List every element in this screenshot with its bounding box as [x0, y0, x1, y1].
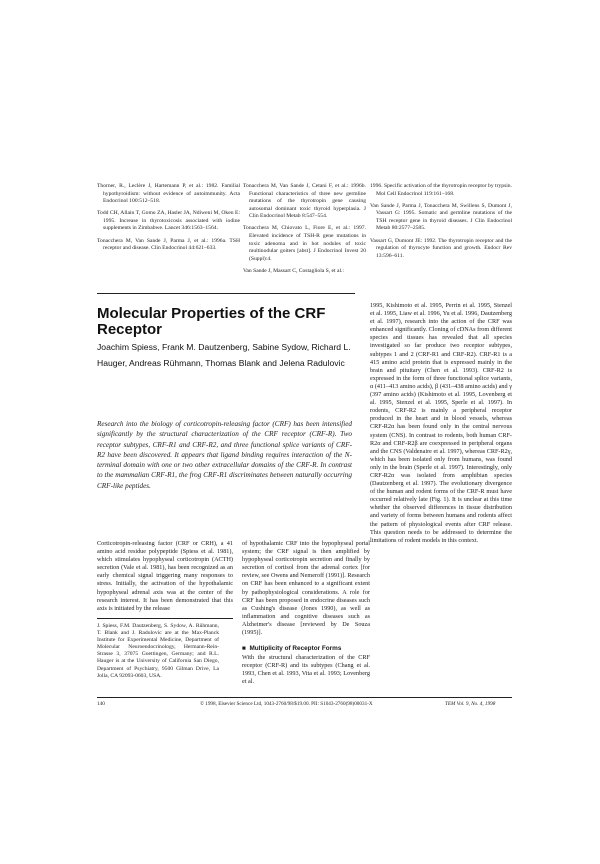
- references-column-3: [370, 183, 512, 265]
- references-column-1: [97, 183, 240, 257]
- reference-entry: Tonacchera M, Chiovato L, Fiore E, et al.: 1997. Elevated incidence of TSH-R gene mutations in toxic adenoma and in hot nodules of toxic multinodular goiters [abst]. J Endocrinol Invest 20 (Suppl):4.: [243, 225, 366, 262]
- reference-entry: 1996. Specific activation of the thyrotropin receptor by trypsin. Mol Cell Endocrinol 119:161–168.: [370, 183, 512, 197]
- section-heading: [242, 645, 341, 652]
- reference-entry: Todd CH, Allain T, Gomo ZA, Hasler JA, Ndiweni M, Oken E: 1995. Increase in thyrotoxicosis associated with iodine supplements in Zimbabwe. Lancet 346:1563–1564.: [97, 210, 240, 232]
- journal-citation: TEM Vol. 9, No. 4, 1998: [445, 701, 496, 707]
- article-title: Molecular Properties of the CRF Receptor: [97, 305, 326, 338]
- author-affiliations-footnote: J. Spiess, F.M. Dautzenberg, S. Sydow, A. Rühmann, T. Blank and J. Radulovic are at the Max-Planck Institute for Experimental Medicine, Department of Molecular Neuroendocrinology, Hermann-Rein-Strasse 3, 37075 Goettingen, Germany; and R.L. Hauger is at the University of California San Diego, Department of Psychiatry, 9500 Gilman Drive, La Jolla, CA 92093-0603, USA.: [97, 623, 219, 679]
- body-text-column-2: of hypothalamic CRF into the hypophyseal portal system; the CRF signal is then amplified by hypophyseal corticotropin secretion and finally by secretion of cortisol from the adrenal cortex [for review, see Owens and Nemeroff (1991)]. Research on CRF has been enhanced to a significant extent by pathophysiological considerations. A role for CRF has been proposed in endocrine diseases such as Cushing's disease (Jones 1990), as well as inflammation and cognitive diseases such as Alzheimer's disease [reviewed by De Souza (1995)].: [242, 540, 370, 637]
- bullet-icon: ■: [242, 645, 246, 652]
- section-heading-text: Multiplicity of Receptor Forms: [249, 645, 342, 652]
- reference-entry: Van Sande J, Massart C, Costagliola S, et al.:: [243, 267, 344, 274]
- reference-entry: Vassart G, Dumont JE: 1992. The thyrotropin receptor and the regulation of thyrocyte function and growth. Endocr Rev 13:596–611.: [370, 237, 512, 259]
- article-authors: Joachim Spiess, Frank M. Dautzenberg, Sabine Sydow, Richard L. Hauger, Andreas Rühmann, Thomas Blank and Jelena Radulovic: [97, 342, 351, 368]
- reference-entry: Tonacchera M, Van Sande J, Parma J, et al.: 1996a. TSH receptor and disease. Clin Endocrinol 44:621–633.: [97, 237, 240, 252]
- references-column-2: [243, 183, 366, 280]
- section-divider: [97, 293, 355, 294]
- footnote-divider: [97, 618, 233, 619]
- reference-entry: Van Sande J, Parma J, Tonacchera M, Swillens S, Dumont J, Vassart G: 1995. Somatic and germline mutations of the TSH receptor gene in thyroid diseases. J Clin Endocrinol Metab 80:2577–2585.: [370, 202, 512, 232]
- footer-rule: [97, 697, 512, 698]
- body-text-column-1: Corticotropin-releasing factor (CRF or CRH), a 41 amino acid residue polypeptide (Spiess et al. 1981), which stimulates hypophyseal corticotropin (ACTH) secretion (Vale et al. 1981), has been recognized as an early chemical signal triggering many responses to stress. Initially, the activation of the hypothalamic hypophyseal adrenal axis was at the center of the research interest. It has been demonstrated that this axis is initiated by the release: [97, 540, 233, 612]
- reference-entry: Thorner, R., Leclère J, Hartemann P, et al.: 1982. Familial hypothyroidism: without evidence of autoimmunity. Acta Endocrinol 100:512–518.: [97, 183, 240, 205]
- body-text-column-3: 1995, Kishimoto et al. 1995, Perrin et al. 1995, Stenzel et al. 1995, Liaw et al. 1996, Yu et al. 1996, Dautzenberg et al. 1997), research into the action of the CRF was enhanced significantly. Cloning of cDNAs from different species and tissues has revealed that all species investigated so far produce two receptor subtypes, subtypes 1 and 2 (CRF-R1 and CRF-R2). CRF-R1 is a 415 amino acid protein that is expressed mainly in the brain and pituitary (Chen et al. 1993). CRF-R2 is expressed in the form of three functional splice variants, α (411–413 amino acids), β (431–438 amino acids) and γ (397 amino acids) (Kishimoto et al. 1995, Lovenberg et al. 1995, Stenzel et al. 1995, Sperle et al. 1997). In rodents, CRF-R2 is mainly a peripheral receptor produced in the heart and in blood vessels, whereas CRF-R2α has been found only in the central nervous system (CNS). In contrast to rodents, both human CRF-R2α and CRF-R2β are coexpressed in peripheral organs and the CNS (Valdenaire et al. 1997), whereas CRF-R2γ, which has been isolated only from humans, was found only in the brain (Sperle et al. 1997). Interestingly, only CRF-R2α was isolated from amphibian species (Dautzenberg et al. 1997). The evolutionary divergence of the human and rodent forms of the CRF-R must have occurred relatively late (Fig. 1). It is unclear at this time whether the observed differences in tissue distribution and variety of forms between humans and rodents affect the pattern of physiological events after CRF release. This question needs to be addressed to determine the limitations of rodent models in this context.: [370, 302, 512, 544]
- copyright-line: © 1998, Elsevier Science Ltd, 1043-2760/98/$19.00. PII: S1043-2760(98)00031-X: [200, 701, 373, 707]
- reference-entry: Tonacchera M, Van Sande J, Cetani F, et al.: 1996b. Functional characteristics of three new germline mutations of the thyrotropin gene causing autosomal dominant toxic thyroid hyperplasia. J Clin Endocrinol Metab 8:547–554.: [243, 183, 366, 220]
- body-text-column-2-continued: With the structural characterization of the CRF receptor (CRF-R) and its subtypes (Chang et al. 1993, Chen et al. 1993, Vita et al. 1993; Lovenberg et al.: [242, 654, 370, 686]
- page-number: 140: [97, 701, 105, 707]
- article-abstract: Research into the biology of corticotropin-releasing factor (CRF) has been intensified significantly by the structural characterization of the CRF receptor (CRF-R). Two receptor subtypes, CRF-R1 and CRF-R2, and three functional splice variants of CRF-R2 have been discovered. It appears that ligand binding requires interaction of the N-terminal domain with one or two other extracellular domains of the CRF-R. In contrast to the mammalian CRF-R1, the frog CRF-R1 discriminates between naturally occurring CRF-like peptides.: [97, 420, 352, 490]
